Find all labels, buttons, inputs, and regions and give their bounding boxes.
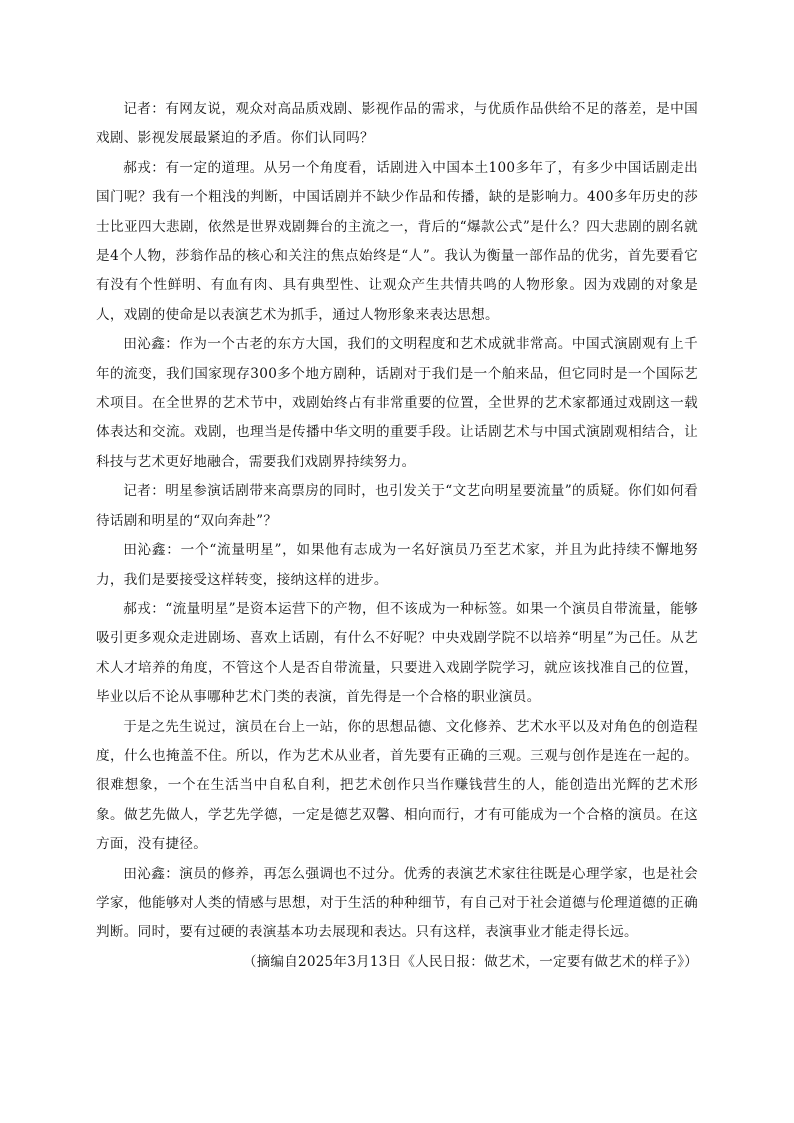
paragraph-tian-qinxin-answer-3: 田沁鑫：演员的修养，再怎么强调也不过分。优秀的表演艺术家往往既是心理学家，也是社会学家，他能够对人类的情感与思想，对于生活的种种细节，有自己对于社会道德与伦理道德的正确判断。同时，要有过硬的表演基本功去展现和表达。只有这样，表演事业才能走得长远。 <box>96 865 698 941</box>
paragraph-hao-rong-answer-1: 郝戎：有一定的道理。从另一个角度看，话剧进入中国本土100多年了，有多少中国话剧走出国门呢？我有一个粗浅的判断，中国话剧并不缺少作品和传播，缺的是影响力。400多年历史的莎士比亚四大悲剧，依然是世界戏剧舞台的主流之一，背后的“爆款公式”是什么？四大悲剧的剧名就是4个人物，莎翁作品的核心和关注的焦点始终是“人”。我认为衡量一部作品的优劣，首先要看它有没有个性鲜明、有血有肉、具有典型性、让观众产生共情共鸣的人物形象。因为戏剧的对象是人，戏剧的使命是以表演艺术为抓手，通过人物形象来表达思想。 <box>96 159 698 323</box>
article-body <box>96 95 698 977</box>
source-citation: （摘编自2025年3月13日《人民日报：做艺术，一定要有做艺术的样子》） <box>242 953 698 970</box>
paragraph-tian-qinxin-answer-1: 田沁鑫：作为一个古老的东方大国，我们的文明程度和艺术成就非常高。中国式演剧观有上千年的流变，我们国家现存300多个地方剧种，话剧对于我们是一个舶来品，但它同时是一个国际艺术项目。在全世界的艺术节中，戏剧始终占有非常重要的位置，全世界的艺术家都通过戏剧这一载体表达和交流。戏剧，也理当是传播中华文明的重要手段。让话剧艺术与中国式演剧观相结合，让科技与艺术更好地融合，需要我们戏剧界持续努力。 <box>96 336 698 470</box>
paragraph-reporter-question-1: 记者：有网友说，观众对高品质戏剧、影视作品的需求，与优质作品供给不足的落差，是中国戏剧、影视发展最紧迫的矛盾。你们认同吗？ <box>96 101 698 147</box>
paragraph-hao-rong-answer-2: 郝戎：“流量明星”是资本运营下的产物，但不该成为一种标签。如果一个演员自带流量，能够吸引更多观众走进剧场、喜欢上话剧，有什么不好呢？中央戏剧学院不以培养“明星”为己任。从艺术人才培养的角度，不管这个人是否自带流量，只要进入戏剧学院学习，就应该找准自己的位置，毕业以后不论从事哪种艺术门类的表演，首先得是一个合格的职业演员。 <box>96 600 698 706</box>
paragraph-hao-rong-answer-2-continued: 于是之先生说过，演员在台上一站，你的思想品德、文化修养、艺术水平以及对角色的创造程度，什么也掩盖不住。所以，作为艺术从业者，首先要有正确的三观。三观与创作是连在一起的。很难想象，一个在生活当中自私自利，把艺术创作只当作赚钱营生的人，能创造出光辉的艺术形象。做艺先做人，学艺先学德，一定是德艺双馨、相向而行，才有可能成为一个合格的演员。在这方面，没有捷径。 <box>96 718 698 853</box>
paragraph-tian-qinxin-answer-2: 田沁鑫：一个“流量明星”，如果他有志成为一名好演员乃至艺术家，并且为此持续不懈地努力，我们是要接受这样转变，接纳这样的进步。 <box>96 542 698 588</box>
paragraph-reporter-question-2: 记者：明星参演话剧带来高票房的同时，也引发关于“文艺向明星要流量”的质疑。你们如何看待话剧和明星的“双向奔赴”？ <box>96 483 698 529</box>
